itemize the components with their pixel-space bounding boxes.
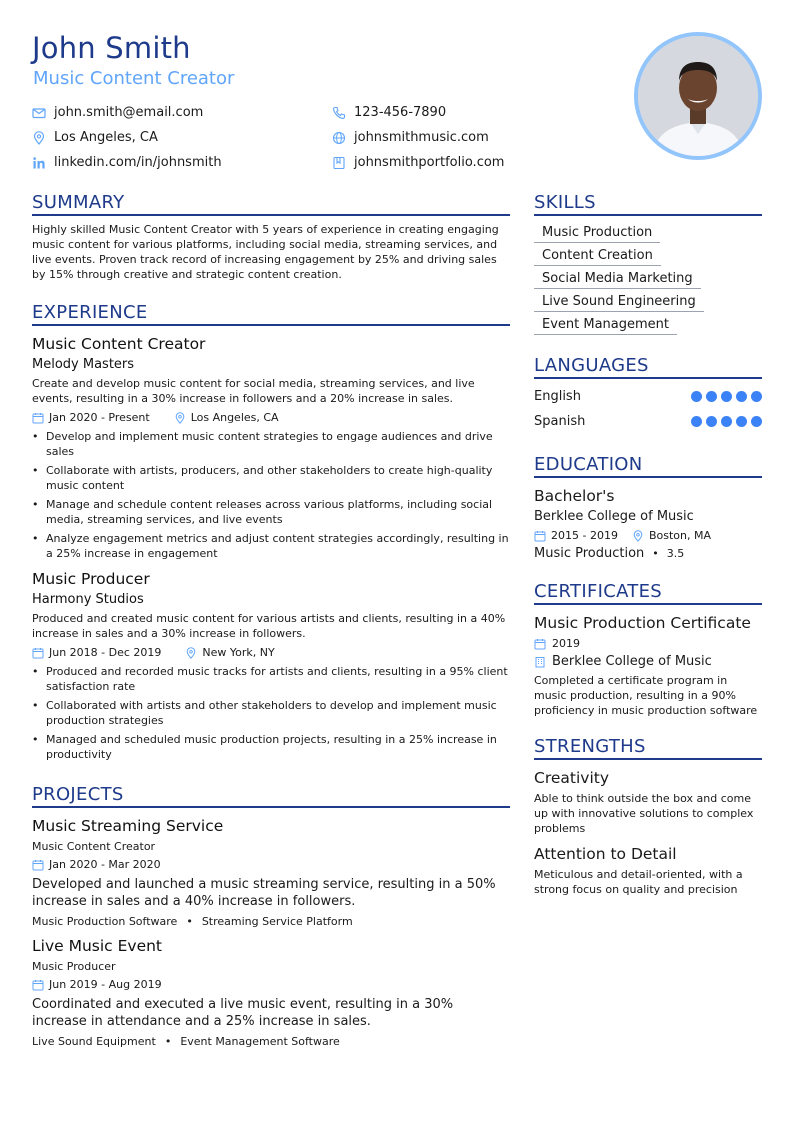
project-item: [32, 817, 510, 928]
level-dot: [721, 416, 732, 427]
certificate-year: 2019: [552, 637, 580, 650]
education-field: Music Production: [534, 546, 645, 561]
experience-item: [32, 570, 510, 762]
location-icon: [32, 131, 46, 145]
job-description: Produced and created music content for various artists and clients, resulting in a 40% increase in sales and a 30% increase in followers.: [32, 612, 506, 640]
strength-item: [534, 769, 762, 836]
certificate-issuer-row: [534, 654, 762, 669]
mail-icon: [32, 106, 46, 120]
contact-phone[interactable]: 123-456-7890: [332, 105, 446, 120]
field-separator: •: [652, 547, 659, 560]
level-dot: [691, 416, 702, 427]
contact-website[interactable]: johnsmithmusic.com: [332, 130, 489, 145]
certificate-meta: [534, 637, 762, 650]
language-level-dots: [687, 416, 762, 427]
job-meta: [32, 410, 510, 425]
strength-description: Meticulous and detail-oriented, with a strong focus on quality and precision: [534, 868, 743, 896]
project-title: Live Music Event: [32, 937, 163, 955]
job-dates: Jan 2020 - Present: [49, 411, 150, 424]
linkedin-icon: [32, 156, 46, 170]
skill-tag: Event Management: [534, 316, 677, 335]
calendar-icon: [32, 979, 44, 991]
building-icon: [534, 656, 546, 668]
project-title: Music Streaming Service: [32, 817, 224, 835]
right-column: [534, 192, 762, 897]
language-name: English: [534, 389, 581, 404]
certificates-heading: CERTIFICATES: [534, 581, 762, 605]
experience-heading: EXPERIENCE: [32, 302, 510, 326]
level-dot: [706, 391, 717, 402]
education-field-row: [534, 546, 762, 561]
strength-description: Able to think outside the box and come up with innovative solutions to complex problems: [534, 792, 754, 835]
bookmark-icon: [332, 156, 346, 170]
language-name: Spanish: [534, 414, 586, 429]
project-description: Developed and launched a music streaming service, resulting in a 50% increase in sales and a 40% increase in followers.: [32, 877, 496, 909]
education-gpa: 3.5: [666, 547, 685, 560]
project-role: Music Producer: [32, 960, 116, 973]
level-dot: [751, 416, 762, 427]
list-item: • Collaborate with artists, producers, and other stakeholders to create high-quality music content: [32, 463, 510, 493]
level-dot: [721, 391, 732, 402]
contact-linkedin[interactable]: linkedin.com/in/johnsmith: [32, 155, 332, 170]
contact-portfolio[interactable]: johnsmithportfolio.com: [332, 155, 504, 170]
summary-text: Highly skilled Music Content Creator with 5 years of experience in creating engaging music content for various platforms, including social media, streaming services, and live events. Proven track record of increasing engagement by 25% and driving sales by 15% through creative and strategic content creation.: [32, 223, 499, 281]
location-icon: [632, 530, 644, 542]
left-column: [32, 192, 510, 1048]
education-heading: EDUCATION: [534, 454, 762, 478]
calendar-icon: [32, 647, 44, 659]
list-item: • Produced and recorded music tracks for artists and clients, resulting in a 95% client satisfaction rate: [32, 664, 510, 694]
skill-tag: Content Creation: [534, 247, 661, 266]
job-location: New York, NY: [202, 646, 275, 659]
list-item: • Collaborated with artists and other stakeholders to develop and implement music production strategies: [32, 698, 510, 728]
project-tag: Live Sound Equipment: [32, 1035, 156, 1048]
calendar-icon: [32, 412, 44, 424]
job-company: Melody Masters: [32, 357, 135, 372]
list-item: • Analyze engagement metrics and adjust content strategies accordingly, resulting in a 25% increase in engagement: [32, 531, 510, 561]
project-tag: Event Management Software: [180, 1035, 340, 1048]
certificate-title: Music Production Certificate: [534, 614, 751, 632]
level-dot: [706, 416, 717, 427]
certificate-description: Completed a certificate program in music production, resulting in a 90% proficiency in music production software: [534, 674, 758, 717]
skills-list: [534, 224, 762, 335]
candidate-name: John Smith: [32, 31, 191, 65]
calendar-icon: [32, 859, 44, 871]
strength-title: Creativity: [534, 769, 610, 787]
institution: Berklee College of Music: [534, 509, 694, 524]
job-title: Music Content Creator: [32, 335, 206, 353]
job-title: Music Producer: [32, 570, 150, 588]
project-tag: Streaming Service Platform: [201, 915, 353, 928]
job-description: Create and develop music content for social media, streaming services, and live events, resulting in a 30% increase in followers and a 20% increase in sales.: [32, 377, 475, 405]
project-tags: [32, 1035, 510, 1048]
projects-heading: PROJECTS: [32, 784, 510, 808]
education-dates: 2015 - 2019: [551, 529, 618, 542]
job-dates: Jun 2018 - Dec 2019: [49, 646, 162, 659]
location-icon: [174, 412, 186, 424]
skill-tag: Social Media Marketing: [534, 270, 701, 289]
calendar-icon: [534, 530, 546, 542]
project-meta: [32, 977, 510, 992]
project-dates: Jan 2020 - Mar 2020: [49, 858, 161, 871]
candidate-role: Music Content Creator: [33, 68, 235, 89]
skill-tag: Music Production: [534, 224, 660, 243]
job-location: Los Angeles, CA: [190, 411, 279, 424]
project-dates: Jun 2019 - Aug 2019: [49, 978, 162, 991]
project-item: [32, 937, 510, 1048]
tag-separator: •: [186, 915, 193, 928]
skill-tag: Live Sound Engineering: [534, 293, 704, 312]
job-company: Harmony Studios: [32, 592, 144, 607]
language-row: [534, 384, 762, 409]
list-item: • Managed and scheduled music production projects, resulting in a 25% increase in productivity: [32, 732, 510, 762]
profile-photo: [634, 32, 762, 160]
degree: Bachelor's: [534, 487, 615, 505]
phone-icon: [332, 106, 346, 120]
experience-item: [32, 335, 510, 561]
language-level-dots: [687, 391, 762, 402]
certificate-issuer: Berklee College of Music: [552, 654, 712, 669]
education-location: Boston, MA: [648, 529, 711, 542]
calendar-icon: [534, 638, 546, 650]
languages-list: [534, 384, 762, 434]
location-icon: [185, 647, 197, 659]
contact-email[interactable]: john.smith@email.com: [32, 105, 332, 120]
languages-heading: LANGUAGES: [534, 355, 762, 379]
level-dot: [736, 416, 747, 427]
globe-icon: [332, 131, 346, 145]
education-item: [534, 487, 762, 561]
strength-title: Attention to Detail: [534, 845, 677, 863]
person-avatar-icon: [638, 36, 758, 156]
project-role: Music Content Creator: [32, 840, 156, 853]
job-bullets: [32, 429, 510, 561]
education-meta: [534, 528, 762, 543]
job-meta: [32, 645, 510, 660]
list-item: • Manage and schedule content releases across various platforms, including social media, streaming services, and live events: [32, 497, 510, 527]
project-meta: [32, 857, 510, 872]
level-dot: [736, 391, 747, 402]
contact-info: [32, 100, 592, 175]
level-dot: [691, 391, 702, 402]
project-tags: [32, 915, 510, 928]
certificate-item: [534, 614, 762, 718]
summary-heading: SUMMARY: [32, 192, 510, 216]
list-item: • Develop and implement music content strategies to engage audiences and drive sales: [32, 429, 510, 459]
contact-location: Los Angeles, CA: [32, 130, 332, 145]
job-bullets: [32, 664, 510, 762]
strength-item: [534, 845, 762, 897]
skills-heading: SKILLS: [534, 192, 762, 216]
project-tag: Music Production Software: [32, 915, 178, 928]
level-dot: [751, 391, 762, 402]
language-row: [534, 409, 762, 434]
tag-separator: •: [164, 1035, 172, 1048]
strengths-heading: STRENGTHS: [534, 736, 762, 760]
project-description: Coordinated and executed a live music event, resulting in a 30% increase in attendance and a 25% increase in sales.: [32, 997, 454, 1029]
